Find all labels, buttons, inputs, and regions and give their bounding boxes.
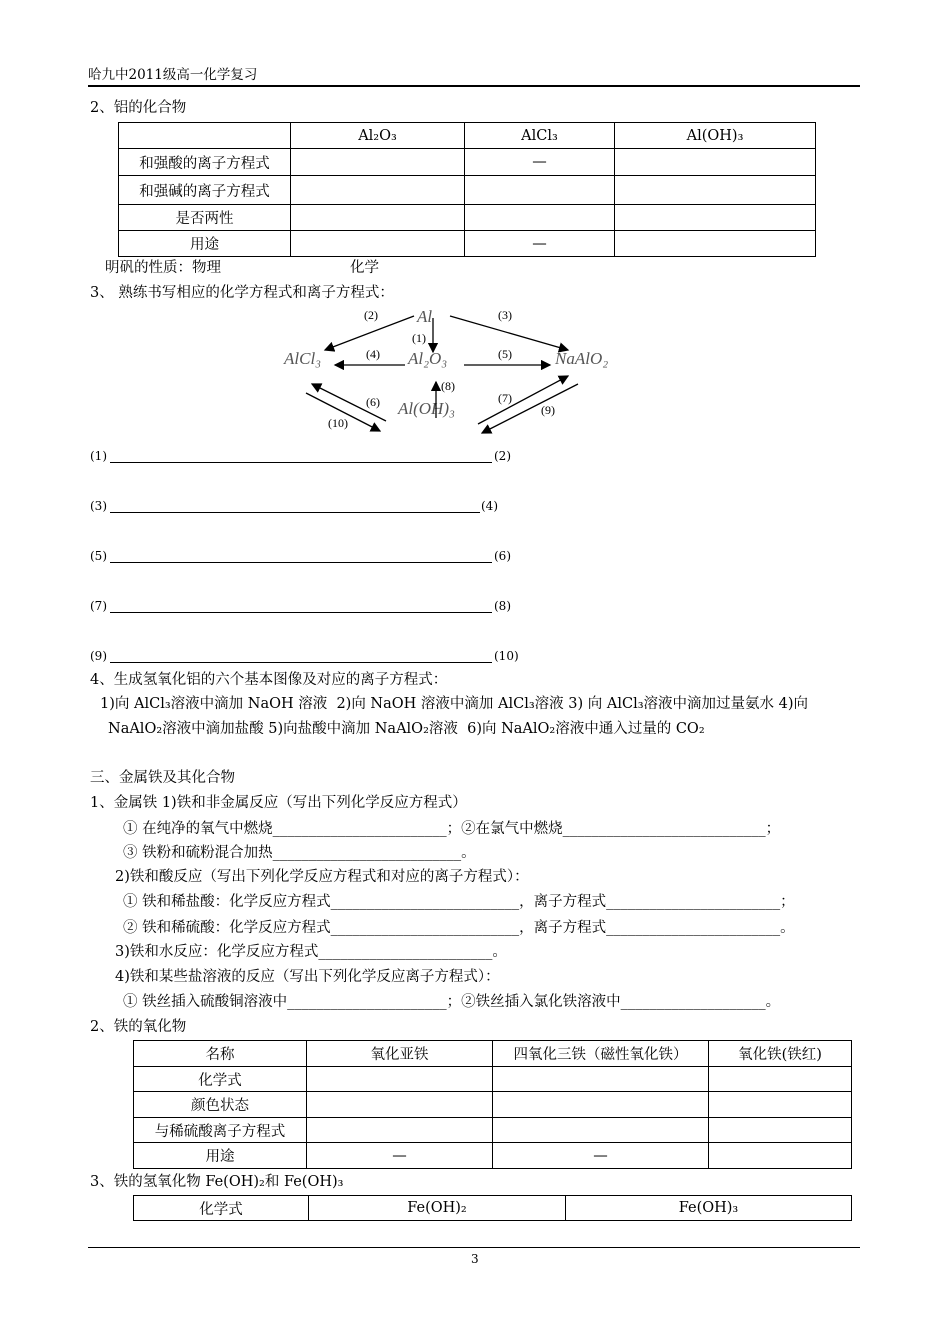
answer-cell: — xyxy=(465,149,615,176)
header-cell: 名称 xyxy=(134,1041,307,1067)
answer-cell[interactable] xyxy=(291,231,465,257)
arrow-10 xyxy=(306,393,380,431)
header-cell: AlCl₃ xyxy=(465,123,615,149)
label-1: (1) xyxy=(412,331,426,345)
section3-heading: 3、 熟练书写相应的化学方程式和离子方程式： xyxy=(90,285,394,301)
iron-p4: 2)铁和酸反应（写出下列化学反应方程式和对应的离子方程式）： xyxy=(115,869,529,885)
iron-heading: 三、金属铁及其化合物 xyxy=(90,770,235,786)
answer-cell[interactable] xyxy=(493,1092,709,1118)
blank-label-1: (1) xyxy=(90,449,107,463)
answer-line-3[interactable] xyxy=(110,512,480,513)
section4-line1: 1)向 AlCl₃溶液中滴加 NaOH 溶液 2)向 NaOH 溶液中滴加 AlCl₃溶液 3) 向 AlCl₃溶液中滴加过量氨水 4)向 xyxy=(100,696,809,712)
aluminum-compounds-table xyxy=(118,122,816,257)
table-row xyxy=(134,1092,852,1118)
iron-oxides-table xyxy=(133,1040,852,1169)
header-cell: 化学式 xyxy=(134,1196,309,1221)
answer-cell[interactable] xyxy=(307,1067,493,1092)
answer-cell[interactable] xyxy=(709,1118,852,1143)
node-alcl3: AlCl₃ xyxy=(284,349,322,368)
table-row xyxy=(134,1067,852,1092)
blank-label-2: (2) xyxy=(494,449,511,463)
answer-cell[interactable] xyxy=(615,176,816,205)
row-label: 化学式 xyxy=(134,1067,307,1092)
blank-label-9: (9) xyxy=(90,649,107,663)
table-row xyxy=(134,1143,852,1169)
table-header-row xyxy=(134,1041,852,1067)
iron-p5: ① 铁和稀盐酸：化学反应方程式__________________________，离子方程式________________________； xyxy=(123,894,795,910)
answer-cell[interactable] xyxy=(291,149,465,176)
header-cell: 氧化铁(铁红) xyxy=(709,1041,852,1067)
row-label: 是否两性 xyxy=(119,205,291,231)
row-label: 和强碱的离子方程式 xyxy=(119,176,291,205)
blank-label-5: (5) xyxy=(90,549,107,563)
table-header-row xyxy=(134,1196,852,1221)
section4-line2: NaAlO₂溶液中滴加盐酸 5)向盐酸中滴加 NaAlO₂溶液 6)向 NaAlO₂溶液中通入过量的 CO₂ xyxy=(108,721,705,737)
answer-line-5[interactable] xyxy=(110,562,492,563)
blank-label-8: (8) xyxy=(494,599,511,613)
label-5: (5) xyxy=(498,347,512,361)
answer-cell[interactable] xyxy=(709,1143,852,1169)
header-cell: Fe(OH)₂ xyxy=(309,1196,566,1221)
table-header-row xyxy=(119,123,816,149)
iron-p9: ① 铁丝插入硫酸铜溶液中______________________；②铁丝插入氯化铁溶液中____________________。 xyxy=(123,994,781,1010)
blank-label-3: (3) xyxy=(90,499,107,513)
header-cell: Al(OH)₃ xyxy=(615,123,816,149)
arrow-2 xyxy=(325,316,414,350)
iron-p3: ③ 铁粉和硫粉混合加热__________________________。 xyxy=(123,845,476,861)
arrow-3 xyxy=(450,316,568,350)
label-9: (9) xyxy=(541,403,555,417)
page-number: 3 xyxy=(471,1252,479,1266)
header-cell xyxy=(119,123,291,149)
label-3: (3) xyxy=(498,308,512,322)
node-al: Al xyxy=(417,307,433,326)
answer-cell[interactable] xyxy=(307,1118,493,1143)
arrow-6 xyxy=(312,384,386,421)
answer-cell[interactable] xyxy=(493,1067,709,1092)
section4-heading: 4、生成氢氧化铝的六个基本图像及对应的离子方程式： xyxy=(90,672,448,688)
alum-physical-label: 明矾的性质：物理 xyxy=(105,260,221,276)
iron-hydroxides-table xyxy=(133,1195,852,1221)
row-label: 用途 xyxy=(134,1143,307,1169)
iron-p6: ② 铁和稀硫酸：化学反应方程式__________________________，离子方程式________________________。 xyxy=(123,920,795,936)
alum-chemical-label: 化学 xyxy=(350,260,379,276)
blank-label-7: (7) xyxy=(90,599,107,613)
answer-cell[interactable] xyxy=(709,1067,852,1092)
iron-p1: 1、金属铁 1)铁和非金属反应（写出下列化学反应方程式） xyxy=(90,795,467,811)
answer-cell[interactable] xyxy=(615,205,816,231)
answer-cell[interactable] xyxy=(291,176,465,205)
answer-line-9[interactable] xyxy=(110,662,492,663)
table-row xyxy=(119,231,816,257)
label-6: (6) xyxy=(366,395,380,409)
header-rule xyxy=(88,85,860,87)
header-cell: Fe(OH)₃ xyxy=(566,1196,852,1221)
header-cell: Al₂O₃ xyxy=(291,123,465,149)
answer-cell: — xyxy=(465,231,615,257)
answer-cell: — xyxy=(307,1143,493,1169)
iron-oxides-heading: 2、铁的氧化物 xyxy=(90,1019,187,1035)
table-row xyxy=(119,205,816,231)
answer-cell: — xyxy=(493,1143,709,1169)
answer-line-1[interactable] xyxy=(110,462,492,463)
row-label: 与稀硫酸离子方程式 xyxy=(134,1118,307,1143)
iron-p7: 3)铁和水反应：化学反应方程式________________________。 xyxy=(115,944,507,960)
label-7: (7) xyxy=(498,391,512,405)
node-al2o3: Al₂O₃ xyxy=(408,349,448,368)
blank-label-6: (6) xyxy=(494,549,511,563)
table-row xyxy=(119,149,816,176)
table-row xyxy=(134,1118,852,1143)
answer-cell[interactable] xyxy=(307,1092,493,1118)
answer-cell[interactable] xyxy=(465,205,615,231)
row-label: 颜色状态 xyxy=(134,1092,307,1118)
answer-cell[interactable] xyxy=(291,205,465,231)
node-aloh3: Al(OH)₃ xyxy=(398,399,455,418)
row-label: 用途 xyxy=(119,231,291,257)
header-cell: 氧化亚铁 xyxy=(307,1041,493,1067)
node-naalo2: NaAlO₂ xyxy=(555,349,609,368)
header-cell: 四氧化三铁（磁性氧化铁） xyxy=(493,1041,709,1067)
label-10: (10) xyxy=(328,416,348,430)
answer-cell[interactable] xyxy=(493,1118,709,1143)
arrow-7 xyxy=(478,376,568,424)
iron-p2: ① 在纯净的氧气中燃烧________________________；②在氯气中燃烧____________________________； xyxy=(123,821,781,837)
table-row xyxy=(119,176,816,205)
blank-label-10: (10) xyxy=(494,649,519,663)
header-title: 哈九中2011级高一化学复习 xyxy=(88,67,258,83)
label-4: (4) xyxy=(366,347,380,361)
answer-cell[interactable] xyxy=(709,1092,852,1118)
answer-cell[interactable] xyxy=(615,149,816,176)
label-2: (2) xyxy=(364,308,378,322)
iron-hydroxides-heading: 3、铁的氢氧化物 Fe(OH)₂和 Fe(OH)₃ xyxy=(90,1174,344,1190)
footer-rule xyxy=(88,1247,860,1248)
label-8: (8) xyxy=(441,379,455,393)
answer-cell[interactable] xyxy=(615,231,816,257)
iron-p8: 4)铁和某些盐溶液的反应（写出下列化学反应离子方程式）： xyxy=(115,969,500,985)
section2-heading: 2、铝的化合物 xyxy=(90,100,187,116)
answer-cell[interactable] xyxy=(465,176,615,205)
row-label: 和强酸的离子方程式 xyxy=(119,149,291,176)
answer-line-7[interactable] xyxy=(110,612,492,613)
arrow-9 xyxy=(482,384,578,433)
blank-label-4: (4) xyxy=(481,499,498,513)
